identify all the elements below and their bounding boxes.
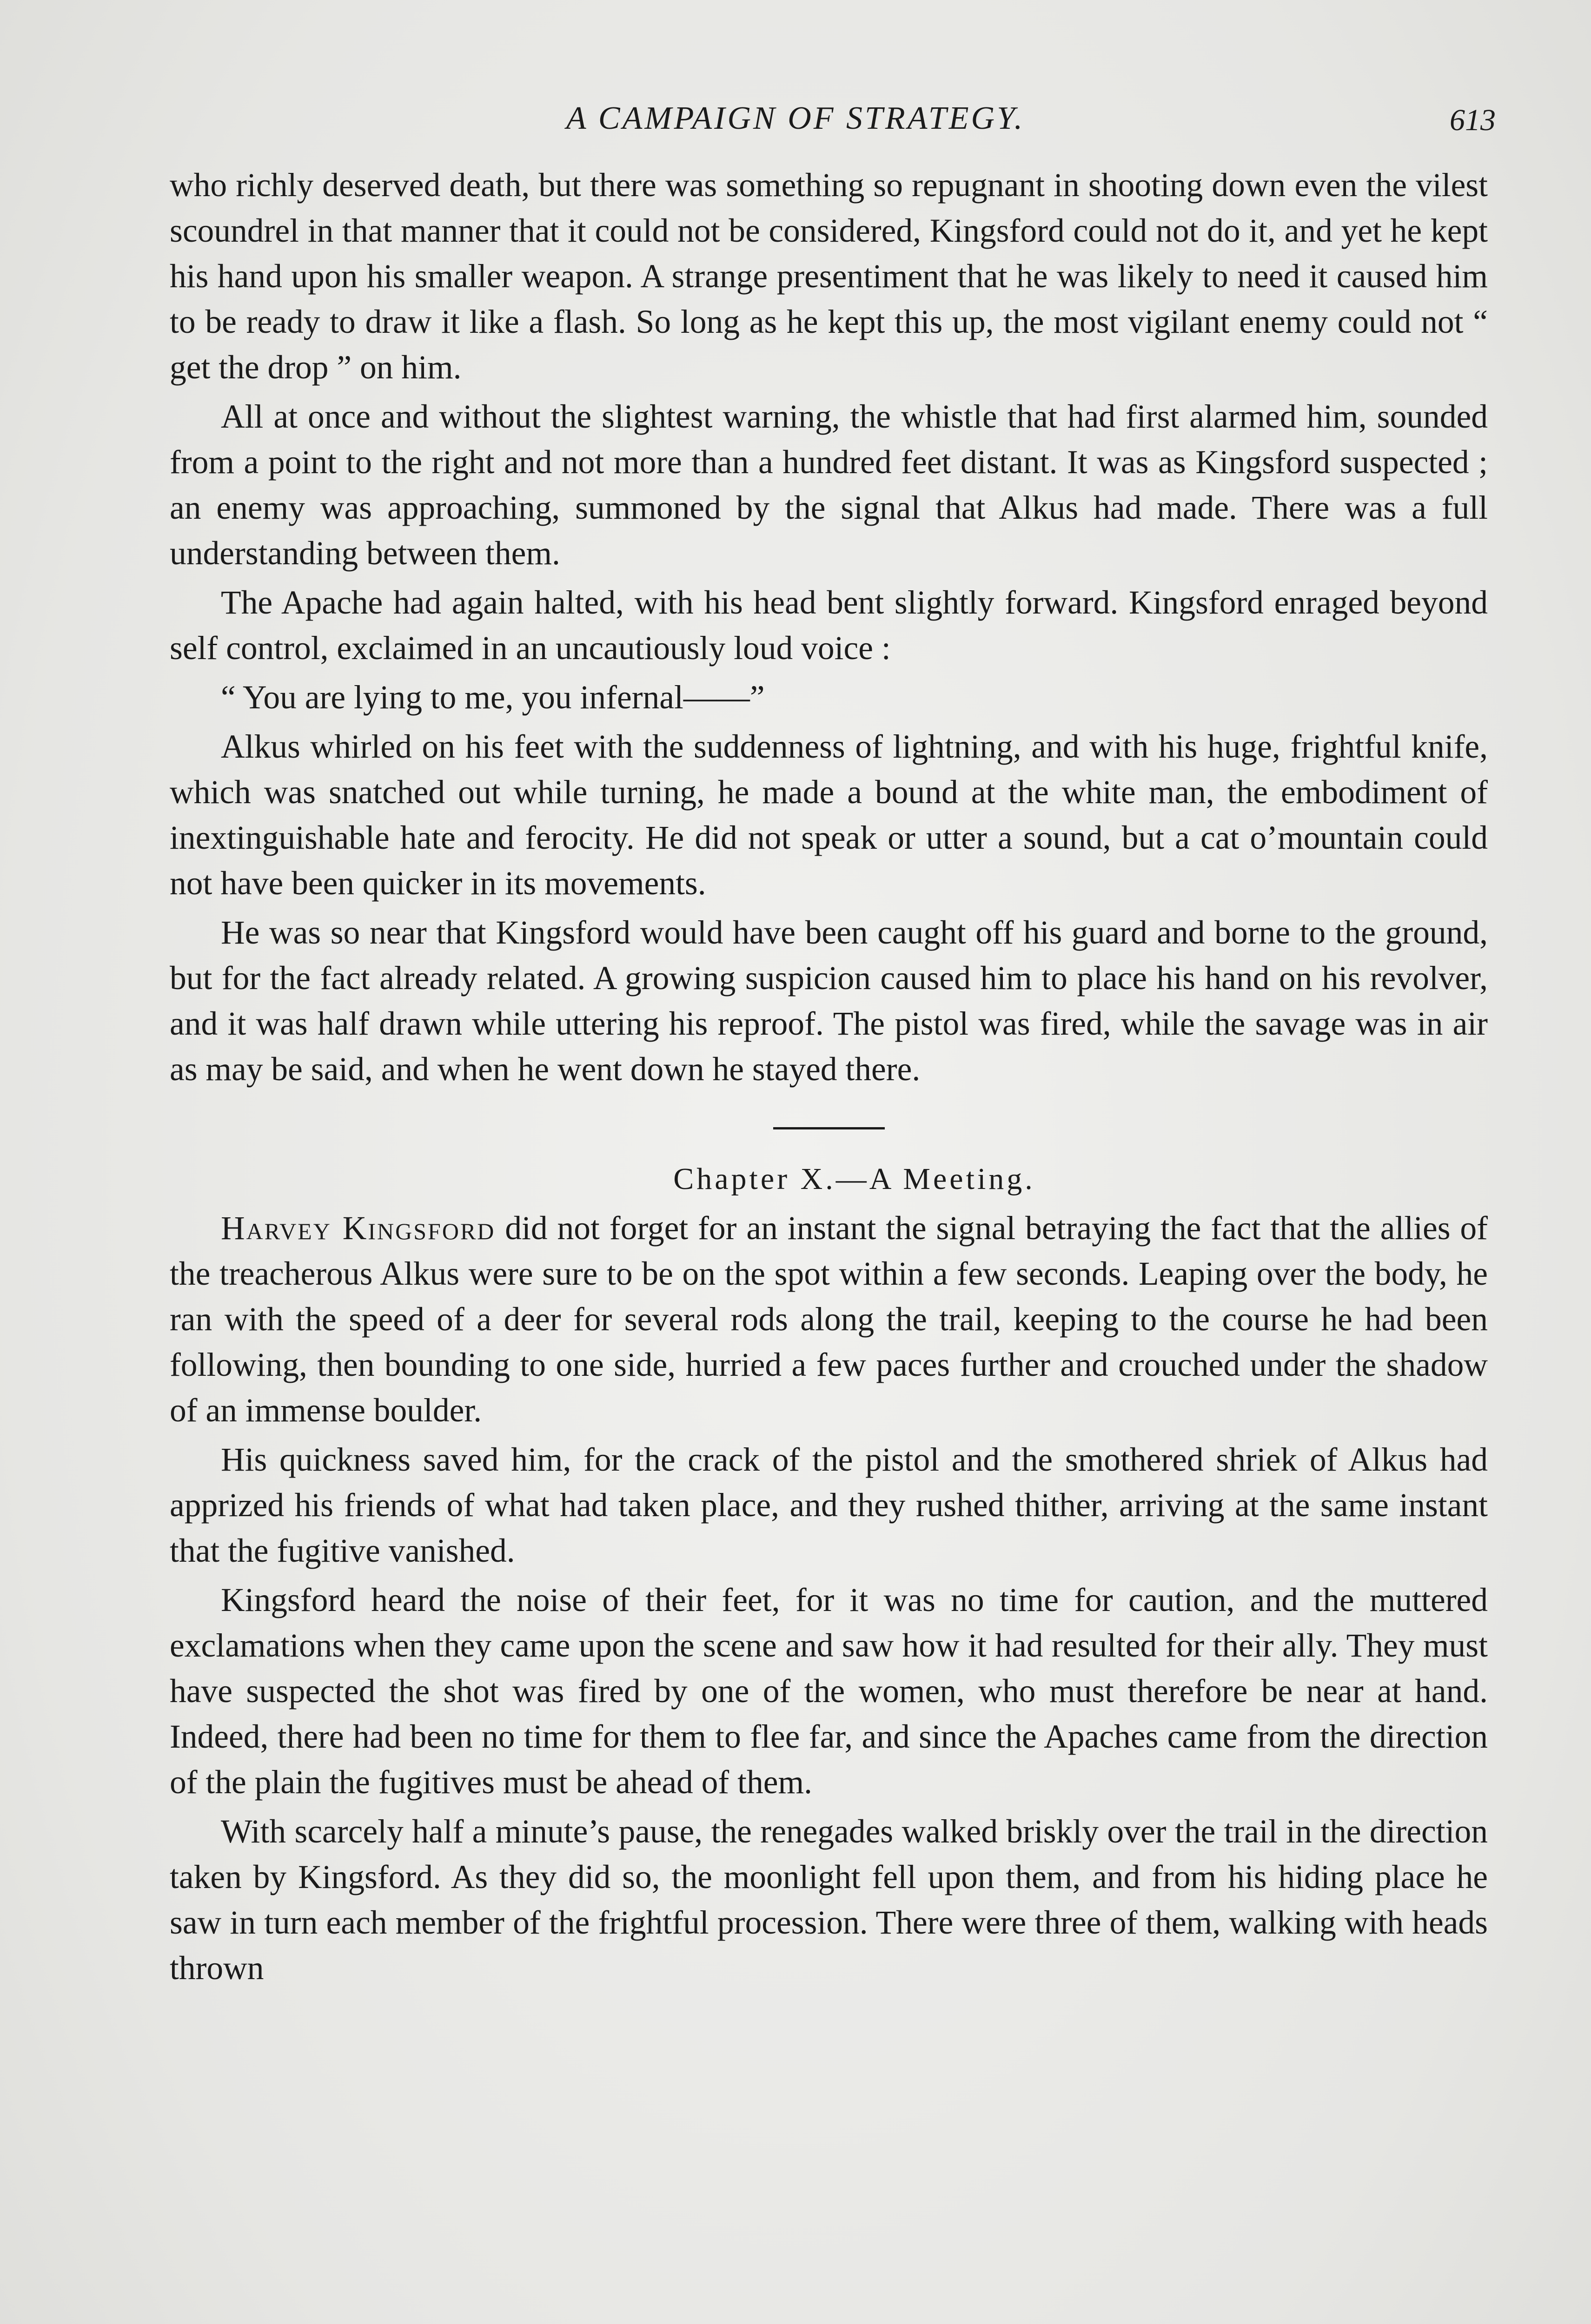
paragraph: who richly deserved death, but there was something so repugnant in shooting down even the vilest scoundrel in that manner that it could not be considered, Kingsford could not do it, and yet he kept his hand upon his smaller weapon. A strange presentiment that he was likely to need it caused him to be ready to draw it like a flash. So long as he kept this up, the most vigilant enemy could not “ get the drop ” on him. bbox=[170, 167, 1488, 386]
running-head bbox=[0, 100, 1591, 142]
chapter-lead-name: Harvey Kingsford bbox=[221, 1210, 496, 1247]
paragraph: “ You are lying to me, you infernal——” bbox=[221, 679, 765, 716]
paragraph: His quickness saved him, for the crack of the pistol and the smothered shriek of Alkus had apprized his friends of what had taken place, and they rushed thither, arriving at the same instant that the fugitive vanished. bbox=[170, 1441, 1488, 1569]
chapter-first-paragraph-text: did not forget for an instant the signal betraying the fact that the allies of the treacherous Alkus were sure to be on the spot within a few seconds. Leaping over the body, he ran with the speed of a deer for several rods along the trail, keeping to the course he had been following, then bounding to one side, hurried a few paces further and crouched under the shadow of an immense boulder. bbox=[170, 1210, 1488, 1429]
running-title: A CAMPAIGN OF STRATEGY. bbox=[566, 100, 1025, 136]
page-number: 613 bbox=[1450, 103, 1496, 137]
section-divider bbox=[773, 1127, 885, 1129]
paragraph: All at once and without the slightest warning, the whistle that had first alarmed him, sounded from a point to the right and not more than a hundred feet distant. It was as Kingsford suspected ; an enemy was approaching, summoned by the signal that Alkus had made. There was a full understanding between them. bbox=[170, 398, 1488, 572]
paragraph: He was so near that Kingsford would have been caught off his guard and borne to the ground, but for the fact already related. A growing suspicion caused him to place his hand on his revolver, and it was half drawn while uttering his reproof. The pistol was fired, while the savage was in air as may be said, and when he went down he stayed there. bbox=[170, 914, 1488, 1088]
chapter-heading: Chapter X.—A Meeting. bbox=[673, 1162, 1035, 1196]
paragraph: The Apache had again halted, with his head bent slightly forward. Kingsford enraged beyond self control, exclaimed in an uncautiously loud voice : bbox=[170, 584, 1488, 667]
chapter-first-paragraph bbox=[170, 1206, 1488, 1433]
paragraph: With scarcely half a minute’s pause, the renegades walked briskly over the trail in the direction taken by Kingsford. As they did so, the moonlight fell upon them, and from his hiding place he saw in turn each member of the frightful procession. There were three of them, walking with heads thrown bbox=[170, 1813, 1488, 1987]
paragraph: Kingsford heard the noise of their feet, for it was no time for caution, and the muttered exclamations when they came upon the scene and saw how it had resulted for their ally. They must have suspected the shot was fired by one of the women, who must therefore be near at hand. Indeed, there had been no time for them to flee far, and since the Apaches came from the direction of the plain the fugitives must be ahead of them. bbox=[170, 1582, 1488, 1801]
paragraph: Alkus whirled on his feet with the suddenness of lightning, and with his huge, frightful knife, which was snatched out while turning, he made a bound at the white man, the embodiment of inextinguishable hate and ferocity. He did not speak or utter a sound, but a cat o’mountain could not have been quicker in its movements. bbox=[170, 728, 1488, 902]
body-text bbox=[170, 163, 1488, 1995]
